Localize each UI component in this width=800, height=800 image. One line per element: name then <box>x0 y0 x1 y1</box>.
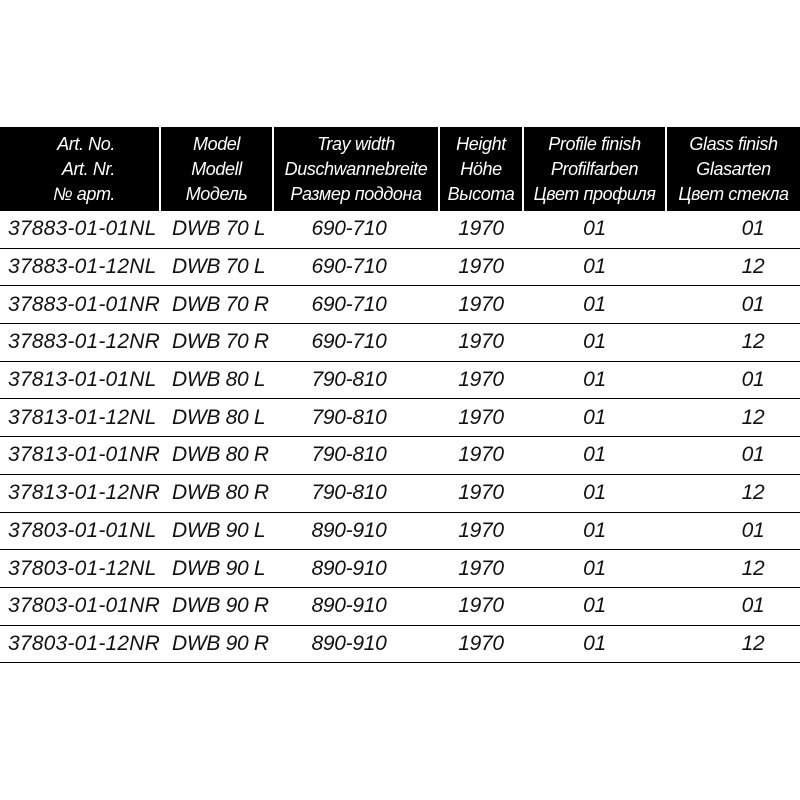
cell-glass-finish: 01 <box>666 587 800 625</box>
header-text: Duschwannebreite <box>284 158 428 179</box>
table-row <box>0 324 800 362</box>
cell-glass-finish: 01 <box>666 437 800 475</box>
cell-model: DWB 70 L <box>160 248 273 286</box>
cell-model: DWB 70 R <box>160 286 273 324</box>
header-text: Height <box>456 133 506 154</box>
spec-table <box>0 127 800 663</box>
header-text: Размер поддона <box>290 183 422 204</box>
header-text: Glasarten <box>696 158 771 179</box>
header-art-no <box>0 127 160 211</box>
cell-art-no: 37883-01-12NR <box>0 324 160 362</box>
table-row <box>0 399 800 437</box>
header-text: Profile finish <box>548 133 641 154</box>
header-text: Art. Nr. <box>61 158 115 179</box>
cell-glass-finish: 01 <box>666 211 800 248</box>
cell-art-no: 37803-01-12NR <box>0 625 160 663</box>
cell-height: 1970 <box>439 324 523 362</box>
cell-art-no: 37883-01-12NL <box>0 248 160 286</box>
cell-height: 1970 <box>439 361 523 399</box>
cell-tray-width: 690-710 <box>273 211 439 248</box>
cell-height: 1970 <box>439 474 523 512</box>
cell-tray-width: 790-810 <box>273 399 439 437</box>
cell-height: 1970 <box>439 625 523 663</box>
cell-tray-width: 890-910 <box>273 587 439 625</box>
table-row <box>0 625 800 663</box>
header-tray-width <box>273 127 439 211</box>
cell-glass-finish: 01 <box>666 512 800 550</box>
header-text: Цвет стекла <box>678 183 789 204</box>
cell-profile-finish: 01 <box>523 361 666 399</box>
cell-profile-finish: 01 <box>523 399 666 437</box>
cell-profile-finish: 01 <box>523 211 666 248</box>
cell-profile-finish: 01 <box>523 286 666 324</box>
header-text: Tray width <box>317 133 395 154</box>
cell-tray-width: 690-710 <box>273 324 439 362</box>
cell-model: DWB 90 R <box>160 587 273 625</box>
cell-glass-finish: 12 <box>666 474 800 512</box>
header-text: Glass finish <box>689 133 778 154</box>
cell-tray-width: 690-710 <box>273 248 439 286</box>
table-row <box>0 550 800 588</box>
cell-art-no: 37813-01-01NR <box>0 437 160 475</box>
header-model <box>160 127 273 211</box>
cell-glass-finish: 01 <box>666 286 800 324</box>
cell-height: 1970 <box>439 286 523 324</box>
cell-height: 1970 <box>439 399 523 437</box>
header-text: Model <box>192 133 241 154</box>
header-text: Высота <box>447 183 515 204</box>
table-row <box>0 248 800 286</box>
cell-tray-width: 890-910 <box>273 550 439 588</box>
cell-art-no: 37883-01-01NL <box>0 211 160 248</box>
header-text: Модель <box>185 183 248 204</box>
cell-art-no: 37883-01-01NR <box>0 286 160 324</box>
cell-height: 1970 <box>439 587 523 625</box>
cell-model: DWB 70 R <box>160 324 273 362</box>
cell-model: DWB 70 L <box>160 211 273 248</box>
cell-height: 1970 <box>439 211 523 248</box>
cell-glass-finish: 12 <box>666 248 800 286</box>
cell-tray-width: 790-810 <box>273 437 439 475</box>
cell-tray-width: 790-810 <box>273 474 439 512</box>
cell-profile-finish: 01 <box>523 512 666 550</box>
cell-model: DWB 90 L <box>160 512 273 550</box>
cell-art-no: 37803-01-01NL <box>0 512 160 550</box>
cell-profile-finish: 01 <box>523 248 666 286</box>
cell-profile-finish: 01 <box>523 625 666 663</box>
header-glass-finish <box>666 127 800 211</box>
cell-glass-finish: 12 <box>666 324 800 362</box>
cell-art-no: 37813-01-01NL <box>0 361 160 399</box>
cell-profile-finish: 01 <box>523 587 666 625</box>
cell-glass-finish: 01 <box>666 361 800 399</box>
cell-art-no: 37803-01-12NL <box>0 550 160 588</box>
table-header <box>0 127 800 211</box>
table-row <box>0 512 800 550</box>
cell-model: DWB 80 R <box>160 437 273 475</box>
header-text: Modell <box>191 158 242 179</box>
table-body <box>0 211 800 663</box>
cell-art-no: 37813-01-12NR <box>0 474 160 512</box>
cell-tray-width: 890-910 <box>273 625 439 663</box>
cell-profile-finish: 01 <box>523 474 666 512</box>
header-text: Цвет профиля <box>533 183 656 204</box>
table-row <box>0 437 800 475</box>
table-row <box>0 286 800 324</box>
cell-tray-width: 790-810 <box>273 361 439 399</box>
table-row <box>0 361 800 399</box>
cell-model: DWB 90 L <box>160 550 273 588</box>
cell-height: 1970 <box>439 248 523 286</box>
header-text: № арт. <box>53 183 115 204</box>
cell-tray-width: 890-910 <box>273 512 439 550</box>
cell-art-no: 37813-01-12NL <box>0 399 160 437</box>
table-row <box>0 587 800 625</box>
table-row <box>0 474 800 512</box>
cell-profile-finish: 01 <box>523 324 666 362</box>
cell-model: DWB 80 L <box>160 399 273 437</box>
cell-height: 1970 <box>439 512 523 550</box>
header-text: Art. No. <box>57 133 115 154</box>
cell-height: 1970 <box>439 550 523 588</box>
cell-glass-finish: 12 <box>666 625 800 663</box>
cell-model: DWB 90 R <box>160 625 273 663</box>
header-profile-finish <box>523 127 666 211</box>
cell-tray-width: 690-710 <box>273 286 439 324</box>
cell-glass-finish: 12 <box>666 399 800 437</box>
cell-model: DWB 80 L <box>160 361 273 399</box>
table-row <box>0 211 800 248</box>
header-height <box>439 127 523 211</box>
cell-profile-finish: 01 <box>523 550 666 588</box>
cell-height: 1970 <box>439 437 523 475</box>
header-text: Profilfarben <box>550 158 639 179</box>
header-text: Höhe <box>460 158 502 179</box>
cell-profile-finish: 01 <box>523 437 666 475</box>
cell-art-no: 37803-01-01NR <box>0 587 160 625</box>
cell-model: DWB 80 R <box>160 474 273 512</box>
cell-glass-finish: 12 <box>666 550 800 588</box>
